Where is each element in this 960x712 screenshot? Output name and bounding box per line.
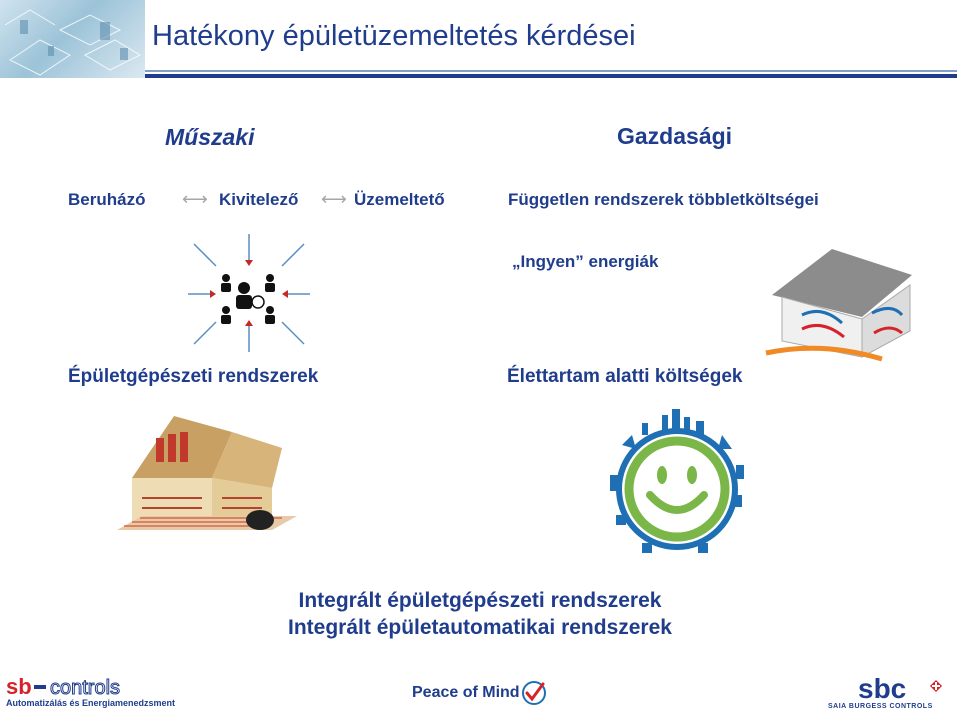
lifetime-costs-label: Élettartam alatti költségek bbox=[507, 366, 743, 387]
chain-item-contractor: Kivitelező bbox=[219, 190, 299, 209]
header-illustration bbox=[0, 0, 145, 78]
right-heading: Gazdasági bbox=[617, 123, 733, 149]
integrated-automation-systems: Integrált épületautomatikai rendszerek bbox=[288, 616, 672, 639]
sbc-caption: SAIA BURGESS CONTROLS bbox=[828, 703, 933, 710]
smiley-globe-illustration bbox=[602, 405, 752, 567]
house-airflow-illustration bbox=[762, 245, 922, 363]
chain-item-operator: Üzemeltető bbox=[354, 190, 445, 209]
svg-text:sb: sb bbox=[6, 676, 32, 698]
svg-text:controls: controls bbox=[50, 677, 121, 698]
integrated-mechanical-systems: Integrált épületgépészeti rendszerek bbox=[298, 589, 662, 612]
systems-label: Épületgépészeti rendszerek bbox=[68, 366, 319, 387]
double-arrow-icon: ⟷ bbox=[321, 189, 347, 209]
sb-controls-caption: Automatizálás és Energiamenedzsment bbox=[6, 698, 176, 708]
chain-item-investor: Beruházó bbox=[68, 190, 146, 209]
sbc-logo bbox=[858, 676, 950, 702]
title-underline bbox=[145, 74, 957, 78]
cost-line: Független rendszerek többletköltségei bbox=[508, 190, 819, 209]
peace-of-mind-slogan: Peace of Mind bbox=[412, 684, 520, 701]
free-energy-label: „Ingyen” energiák bbox=[512, 252, 659, 271]
people-network-illustration bbox=[186, 232, 312, 354]
title-underline-thin bbox=[145, 70, 957, 72]
checkmark-badge-icon bbox=[521, 680, 547, 706]
double-arrow-icon: ⟷ bbox=[182, 189, 208, 209]
sb-controls-logo bbox=[6, 676, 160, 698]
left-heading: Műszaki bbox=[165, 124, 255, 150]
page-title: Hatékony épületüzemeltetés kérdései bbox=[152, 20, 636, 52]
svg-text:sbc: sbc bbox=[858, 676, 907, 702]
house-systems-illustration bbox=[112, 408, 302, 540]
